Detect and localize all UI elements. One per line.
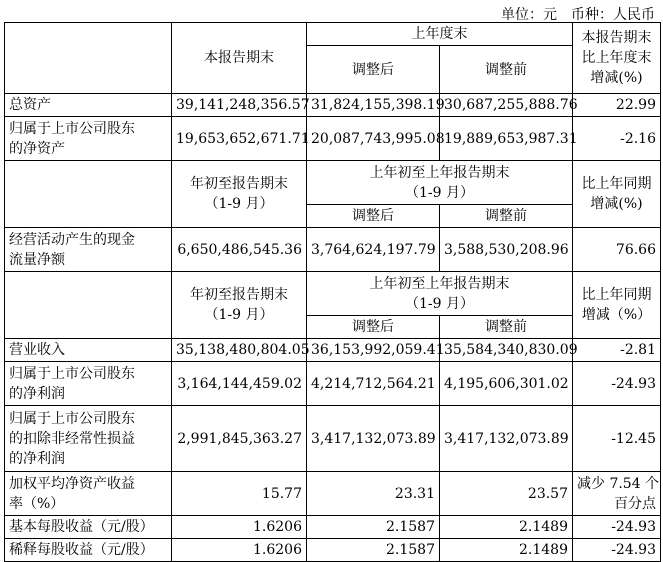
row-label: [5, 406, 172, 472]
header-line: （1-9 月）: [405, 295, 474, 312]
header-empty-cell: [5, 272, 172, 339]
header-prev-period: [307, 272, 573, 316]
row-label: [5, 516, 172, 539]
row-label: [5, 362, 172, 406]
value-adjusted-before: 2.1489: [440, 539, 573, 562]
value-current: 6,650,486,545.36: [172, 228, 307, 272]
table-row: [5, 339, 661, 362]
value-adjusted-after: 31,824,155,398.19: [307, 94, 440, 117]
value-adjusted-before: 2.1489: [440, 516, 573, 539]
row-label: [5, 117, 172, 161]
header-change-line: 本报告期末: [581, 30, 652, 46]
header-adjusted-before: 调整前: [440, 316, 573, 339]
value-adjusted-before: 3,417,132,073.89: [440, 406, 573, 472]
value-adjusted-after: 2.1587: [307, 539, 440, 562]
row-label: [5, 472, 172, 516]
header-line: 上年初至上年报告期末: [369, 275, 510, 292]
header-current-period: 本报告期末: [172, 23, 307, 94]
header-change: [573, 23, 661, 94]
header-empty-cell: [5, 161, 172, 228]
header-adjusted-after: 调整后: [307, 46, 440, 94]
row-label: [5, 228, 172, 272]
value-change: -2.16: [573, 117, 661, 161]
value-current: 3,164,144,459.02: [172, 362, 307, 406]
header-adjusted-before: 调整前: [440, 205, 573, 228]
row-label-line: 总资产: [9, 97, 51, 113]
value-current: 1.6206: [172, 539, 307, 562]
header-row: [5, 272, 661, 316]
header-line: 比上年同期: [581, 287, 652, 303]
value-current: 1.6206: [172, 516, 307, 539]
table-row: [5, 362, 661, 406]
value-adjusted-after: 4,214,712,564.21: [307, 362, 440, 406]
header-line: 年初至报告期末: [190, 287, 288, 303]
header-prev-year-end: 上年度末: [307, 23, 573, 46]
value-change: -2.81: [573, 339, 661, 362]
header-current-period: [172, 272, 307, 339]
value-current: 39,141,248,356.57: [172, 94, 307, 117]
row-label-line: 的扣除非经常性损益: [9, 430, 135, 447]
value-change: 22.99: [573, 94, 661, 117]
value-change: -24.93: [573, 516, 661, 539]
row-label-line: 稀释每股收益（元/股）: [9, 542, 154, 558]
value-current: 35,138,480,804.05: [172, 339, 307, 362]
financial-data-table: [4, 22, 661, 562]
header-current-period: [172, 161, 307, 228]
value-adjusted-after: 3,764,624,197.79: [307, 228, 440, 272]
value-adjusted-before: 35,584,340,830.09: [440, 339, 573, 362]
table-row: [5, 94, 661, 117]
row-label: [5, 94, 172, 117]
value-adjusted-after: 23.31: [307, 472, 440, 516]
table-row: [5, 516, 661, 539]
table-row: [5, 406, 661, 472]
row-label-line: 的净资产: [9, 140, 65, 157]
value-adjusted-after: 20,087,743,995.08: [307, 117, 440, 161]
value-adjusted-before: 30,687,255,888.76: [440, 94, 573, 117]
table-body: [5, 23, 661, 562]
header-change-line: 比上年度末: [581, 50, 652, 66]
header-line: 上年初至上年报告期末: [369, 164, 510, 181]
value-change: -12.45: [573, 406, 661, 472]
value-adjusted-after: 2.1587: [307, 516, 440, 539]
row-label-line: 流量净额: [9, 251, 65, 268]
row-label-line: 的净利润: [9, 450, 65, 467]
header-line: （1-9 月）: [204, 307, 274, 323]
header-row: [5, 161, 661, 205]
table-row: [5, 472, 661, 516]
table-row: [5, 117, 661, 161]
header-change: [573, 161, 661, 228]
value-change: -24.93: [573, 539, 661, 562]
row-label-line: 归属于上市公司股东: [9, 410, 135, 427]
row-label-line: 归属于上市公司股东: [9, 365, 135, 382]
header-row: [5, 23, 661, 46]
row-label: [5, 339, 172, 362]
row-label-line: 经营活动产生的现金: [9, 231, 135, 248]
row-label-line: 归属于上市公司股东: [9, 120, 135, 137]
value-change: -24.93: [573, 362, 661, 406]
header-prev-period: [307, 161, 573, 205]
value-adjusted-after: 36,153,992,059.41: [307, 339, 440, 362]
header-adjusted-before: 调整前: [440, 46, 573, 94]
value-adjusted-before: 23.57: [440, 472, 573, 516]
value-change: 76.66: [573, 228, 661, 272]
value-change-line: 减少 7.54 个: [577, 475, 660, 492]
row-label-line: 营业收入: [9, 342, 65, 358]
header-empty-cell: [5, 23, 172, 94]
header-change-line: 增减(%): [590, 70, 643, 86]
currency-unit-note: 单位：元 币种：人民币: [501, 7, 655, 23]
header-line: （1-9 月）: [405, 184, 474, 201]
header-line: 年初至报告期末: [190, 176, 288, 192]
row-label-line: 的净利润: [9, 385, 65, 402]
value-change-line: 百分点: [614, 495, 656, 512]
value-current: 19,653,652,671.71: [172, 117, 307, 161]
header-line: 增减（%）: [581, 307, 652, 323]
header-adjusted-after: 调整后: [307, 316, 440, 339]
value-adjusted-before: 4,195,606,301.02: [440, 362, 573, 406]
row-label-line: 率（%）: [9, 495, 65, 512]
row-label: [5, 539, 172, 562]
header-line: 增减(%): [590, 196, 643, 212]
value-adjusted-after: 3,417,132,073.89: [307, 406, 440, 472]
value-adjusted-before: 3,588,530,208.96: [440, 228, 573, 272]
header-adjusted-after: 调整后: [307, 205, 440, 228]
table-row: [5, 228, 661, 272]
header-change: [573, 272, 661, 339]
table-row: [5, 539, 661, 562]
header-line: （1-9 月）: [204, 196, 274, 212]
row-label-line: 基本每股收益（元/股）: [9, 519, 154, 535]
value-adjusted-before: 19,889,653,987.31: [440, 117, 573, 161]
value-change: [573, 472, 661, 516]
header-line: 比上年同期: [581, 176, 652, 192]
value-current: 15.77: [172, 472, 307, 516]
value-current: 2,991,845,363.27: [172, 406, 307, 472]
row-label-line: 加权平均净资产收益: [9, 475, 135, 492]
